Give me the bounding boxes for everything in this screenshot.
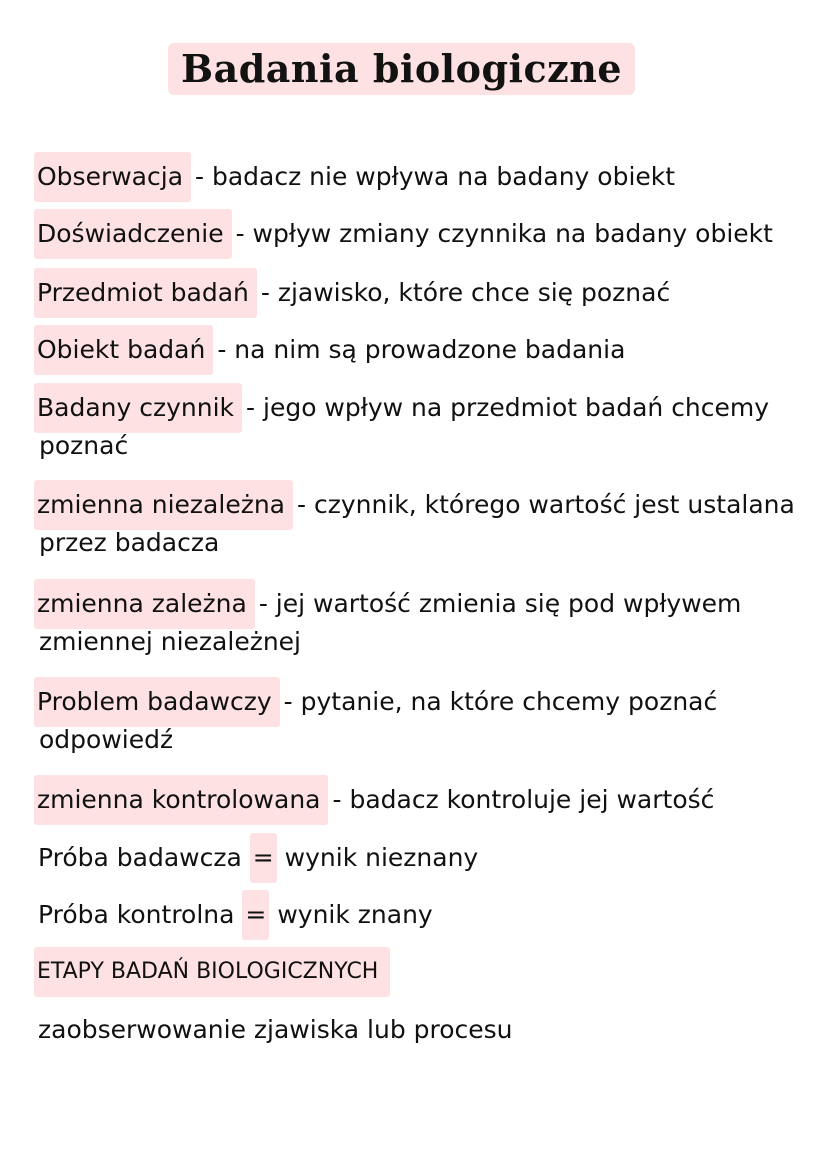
step-text: zaobserwowanie zjawiska lub procesu (38, 1015, 513, 1044)
term-highlight: Problem badawczy (34, 677, 280, 727)
definition-independent-variable (38, 480, 798, 568)
term-highlight: zmienna zależna (34, 579, 255, 629)
term-highlight: zmienna niezależna (34, 480, 293, 530)
definition-text: - czynnik, którego wartość jest ustalana (297, 490, 795, 519)
equals-sign: = (242, 890, 269, 940)
definition-continuation: poznać (39, 431, 129, 460)
equation-control-sample (38, 890, 798, 940)
definition-text: - jego wpływ na przedmiot badań chcemy (246, 393, 770, 422)
page-title: Badania biologiczne (168, 43, 635, 95)
definition-continuation: zmiennej niezależnej (39, 627, 301, 656)
term-highlight: Obiekt badań (34, 325, 213, 375)
definition-experiment (38, 209, 798, 259)
equation-left: Próba badawcza (38, 843, 242, 872)
definition-controlled-variable (38, 775, 798, 825)
equation-right: wynik znany (277, 900, 433, 929)
definition-text: - wpływ zmiany czynnika na badany obiekt (235, 219, 773, 248)
term-highlight: Obserwacja (34, 152, 191, 202)
definition-observation (38, 152, 798, 202)
definition-continuation: odpowiedź (39, 725, 174, 754)
definition-text: - badacz nie wpływa na badany obiekt (195, 162, 676, 191)
definition-text: - zjawisko, które chce się poznać (260, 278, 671, 307)
section-heading-text: ETAPY BADAŃ BIOLOGICZNYCH (34, 947, 390, 997)
step-item (38, 1005, 798, 1055)
term-highlight: Badany czynnik (34, 383, 242, 433)
definition-research-problem (38, 677, 798, 765)
definition-dependent-variable (38, 579, 798, 667)
definition-research-subject (38, 268, 798, 318)
definition-text: - pytanie, na które chcemy poznać (283, 687, 718, 716)
term-highlight: Przedmiot badań (34, 268, 257, 318)
definition-text: - na nim są prowadzone badania (217, 335, 626, 364)
equation-right: wynik nieznany (284, 843, 479, 872)
definition-text: - badacz kontroluje jej wartość (332, 785, 715, 814)
definition-tested-factor (38, 383, 798, 471)
term-highlight: zmienna kontrolowana (34, 775, 328, 825)
equals-sign: = (250, 833, 277, 883)
definition-text: - jej wartość zmienia się pod wpływem (258, 589, 742, 618)
equation-research-sample (38, 833, 798, 883)
definition-research-object (38, 325, 798, 375)
definition-continuation: przez badacza (39, 528, 220, 557)
section-heading (38, 947, 798, 997)
equation-left: Próba kontrolna (38, 900, 235, 929)
term-highlight: Doświadczenie (34, 209, 232, 259)
